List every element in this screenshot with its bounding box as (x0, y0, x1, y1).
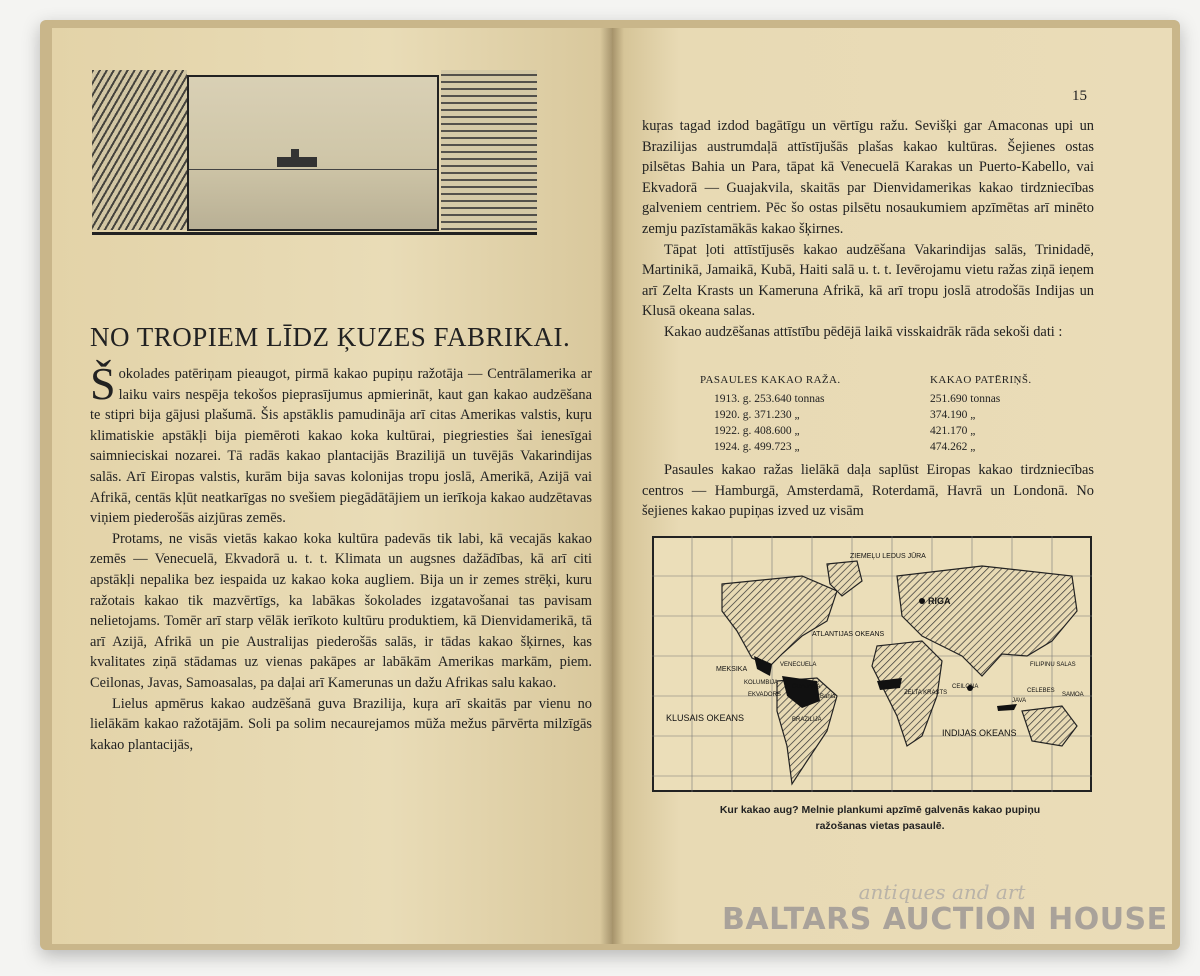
drop-cap: Š (90, 358, 116, 409)
label-philippines: FILIPINU SALAS (1030, 662, 1076, 668)
label-pacific: KLUSAIS OKEANS (666, 713, 745, 723)
map-caption: Kur kakao aug? Melnie plankumi apzīmē galvenās kakao pupiņu ražošanas vietas pasaulē. (719, 804, 1041, 832)
label-ecuador: EKVADORS (748, 692, 781, 698)
world-map (652, 536, 1092, 792)
horizon-line (189, 169, 437, 170)
paragraph: Lielus apmērus kakao audzēšanā guva Brazilija, kuŗa arī skaitās par vienu no lielākām kakao ražotājām. Soli pa solim necaurejamos mūža mežus pārvērta milzīgās kakao plantacijās, (90, 695, 592, 753)
book-gutter (600, 28, 624, 944)
riga-marker (919, 598, 925, 604)
label-brazil: BRAZILIJA (792, 717, 822, 723)
label-colombia: KOLUMBIJA (744, 680, 779, 686)
label-guiana: GUAJANA (792, 684, 821, 690)
label-java: JAVA (1012, 698, 1027, 704)
label-samoa: SAMOA (1062, 692, 1084, 698)
paragraph: Pasaules kakao ražas lielākā daļa saplūst Eiropas kakao tirdzniecības centros — Hamburgā, Amsterdamā, Roterdamā, Havrā un Londonā. No šejienes kakao pupiņas izved uz visām (642, 462, 1094, 520)
paragraph: kuŗas tagad izdod bagātīgu un vērtīgu ražu. Sevišķi gar Amaconas upi un Brazilijas austrumdaļā attīstījušās plašas kakao kultūras. Šejienes ostas pilsētas Bahia un Para, tāpat kā Venecuelā Karakas un Puerto-Kabello, vai Ekvadorā — Guajakvila, skaitās par Dienvidamerikas kakao tirdzniecības galveniem centriem. Pēc šo ostas pilsētu nosaukumiem apzīmētas arī minēto zemju pazīstamākās kakao šķirnes. (642, 118, 1094, 237)
label-mexico: MEKSIKA (716, 666, 748, 673)
right-page-text (642, 116, 1094, 343)
label-ceylon: CEILONA (952, 684, 979, 690)
auction-watermark (722, 880, 1168, 937)
factory-illustration (441, 70, 537, 230)
label-north-sea: ZIEMEĻU LEDUS JŪRA (850, 553, 926, 560)
paragraph: Kakao audzēšanas attīstību pēdējā laikā visskaidrāk rāda sekoši dati : (664, 323, 1063, 340)
watermark-subtitle: antiques and art (858, 880, 1026, 904)
stat-row: 474.262 „ (930, 441, 976, 453)
paragraph: Šokolades patēriņam pieaugot, pirmā kakao pupiņu ražotāja — Centrālamerika ar laiku vairs nespēja tekošos pieprasījumus apmierināt, kaut gan kakao audzēšana te stipri bija gājusi plašumā. Šis apstāklis pamudināja arī citas Amerikas valstis, kuŗu klimatiskie apstākļi bija piemēroti kakao koka kultūrai, piegriesties šai ienesīgai saimnieciskai nozarei. Tā radās kakao plantacijās Brazilijā un tuvējās Vakarindijas salās. Arī Eiropas valstis, kurām bija savas kolonijas tropu joslā, Amerikā, Azijā vai Afrikā, centās kļūt neatkarīgas no svešiem piegādātājiem un ierīkoja kakao audzētavas viņiem piederošās aizjūras zemēs. (90, 358, 592, 527)
stat-row: 1913. g. 253.640 tonnas (714, 393, 825, 405)
production-title: PASAULES KAKAO RAŽA. (700, 374, 841, 386)
palm-trees-illustration (92, 70, 187, 230)
sea-ship-illustration (187, 75, 439, 231)
stat-row: 1924. g. 499.723 „ (714, 441, 800, 453)
label-bahia: Bahia (820, 694, 836, 700)
label-venezuela: VENECUELA (780, 662, 817, 668)
consumption-column (930, 372, 1090, 455)
stat-row: 1920. g. 371.230 „ (714, 409, 800, 421)
label-gold-coast: ZELTA KRASTS (904, 690, 948, 696)
label-atlantic: ATLANTIJAS OKEANS (812, 631, 885, 638)
label-indian: INDIJAS OKEANS (942, 728, 1017, 738)
stat-row: 251.690 tonnas (930, 393, 1001, 405)
right-page-text-2 (642, 460, 1094, 522)
label-riga: RIGA (928, 596, 951, 606)
paragraph: Protams, ne visās vietās kakao koka kultūra padevās tik labi, kā vecajās kakao zemēs — Venecuelā, Ekvadorā u. t. t. Klimata un augsnes dažādības, kā arī citi apstākļi nepalika bez iespaida uz kakao koka augliem. Bija un ir zemes strēķi, kuru ražotais kakao tik mazvērtīgs, ka labākas šokolades izgatavošanai tas pavisam nelietojams. Tomēr arī starp vēlāk ierīkoto kultūru produktiem, kā Dienvidamerikā, tā arī Azijā, Afrikā un pie Australijas piederošās salās, ir tādas kakao šķirnes, kas kvalitates ziņā stādamas uz vienas pakāpes ar labākām Amerikas markām, piem. Ceilonas, Javas, Samoasalas, pa daļai arī Kamerunas un dažu Afrikas salu kakao. (90, 530, 592, 691)
consumption-title: KAKAO PATĒRIŅŠ. (930, 374, 1032, 386)
ship-icon (277, 157, 317, 167)
page-number: 15 (1072, 88, 1087, 104)
paragraph: Tāpat ļoti attīstījusēs kakao audzēšana Vakarindijas salās, Trinidadē, Martinikā, Jamaikā, Kubā, Haiti salā u. t. t. Ievērojamu vietu ražas ziņā ieņem arī Zelta Krasts un Kameruna Afrikā, kā arī tropu joslā atrodošās Indijas un Klusā okeana salas. (642, 241, 1094, 320)
header-illustration (92, 70, 537, 235)
stat-row: 374.190 „ (930, 409, 976, 421)
stat-row: 421.170 „ (930, 425, 976, 437)
chapter-heading: NO TROPIEM LĪDZ ĶUZES FABRIKAI. (90, 322, 571, 352)
left-page-text (90, 358, 592, 755)
stat-row: 1922. g. 408.600 „ (714, 425, 800, 437)
label-celebes: CELEBES (1027, 688, 1055, 694)
illustration-rule (92, 232, 537, 235)
world-map-svg (652, 536, 1092, 792)
production-column (700, 372, 900, 455)
watermark-title: BALTARS AUCTION HOUSE (722, 902, 1168, 937)
